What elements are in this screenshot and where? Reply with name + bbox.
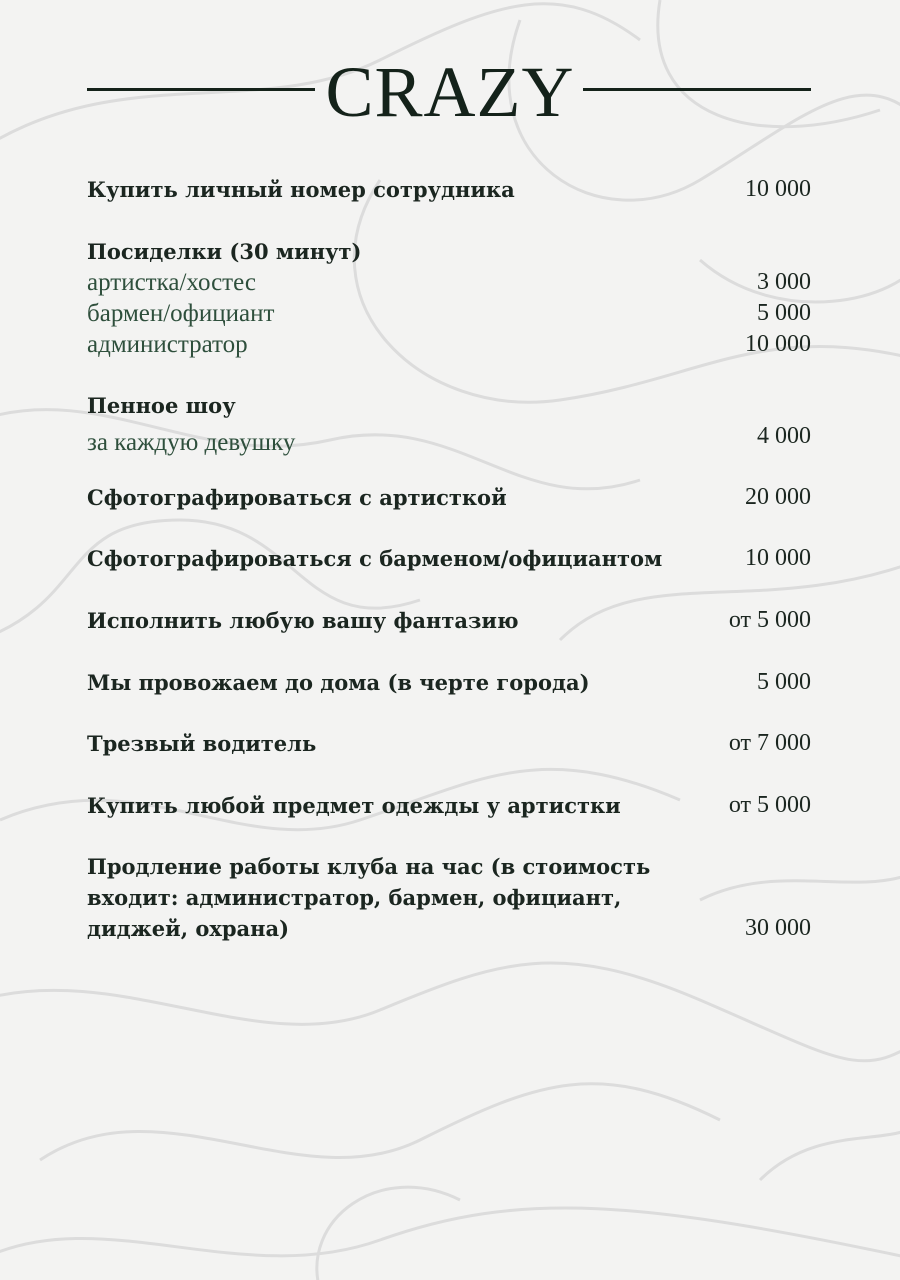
item-name: Посиделки (30 минут) [87, 239, 362, 264]
menu-item [87, 390, 811, 458]
menu-item [87, 790, 811, 821]
sub-item-name: администратор [87, 331, 248, 358]
item-price: 10 000 [745, 176, 811, 202]
item-name: Продление работы клуба на час (в стоимость входит: администратор, бармен, официант, диджей, охрана) [87, 854, 651, 941]
item-price: 10 000 [745, 545, 811, 571]
item-name: Купить любой предмет одежды у артистки [87, 793, 621, 818]
item-price: от 5 000 [728, 607, 811, 633]
page-title: CRAZY [325, 52, 575, 132]
item-price: 30 000 [745, 915, 811, 941]
menu-item [87, 543, 811, 574]
item-price: от 5 000 [728, 792, 811, 818]
item-name: Купить личный номер сотрудника [87, 177, 515, 202]
sub-item-price: 3 000 [757, 269, 811, 295]
menu-item [87, 728, 811, 759]
item-price: от 7 000 [728, 730, 811, 756]
menu-item [87, 482, 811, 513]
item-price: 20 000 [745, 484, 811, 510]
sub-item-price: 4 000 [757, 423, 811, 449]
item-price: 5 000 [757, 669, 811, 695]
menu-item [87, 667, 811, 698]
menu-item [87, 236, 811, 360]
item-name: Пенное шоу [87, 393, 236, 418]
item-name: Исполнить любую вашу фантазию [87, 608, 519, 633]
item-name: Сфотографироваться с барменом/официантом [87, 546, 663, 571]
item-name: Трезвый водитель [87, 731, 317, 756]
sub-item-price: 5 000 [757, 300, 811, 326]
title-rule-right [583, 88, 811, 91]
item-name: Мы провожаем до дома (в черте города) [87, 670, 590, 695]
sub-item-name: артистка/хостес [87, 269, 256, 296]
item-name: Сфотографироваться с артисткой [87, 485, 507, 510]
menu-item [87, 605, 811, 636]
menu-item [87, 174, 811, 205]
sub-item-name: за каждую девушку [87, 429, 296, 456]
sub-item-name: бармен/официант [87, 300, 275, 327]
menu-item [87, 851, 811, 944]
sub-item-price: 10 000 [745, 331, 811, 357]
